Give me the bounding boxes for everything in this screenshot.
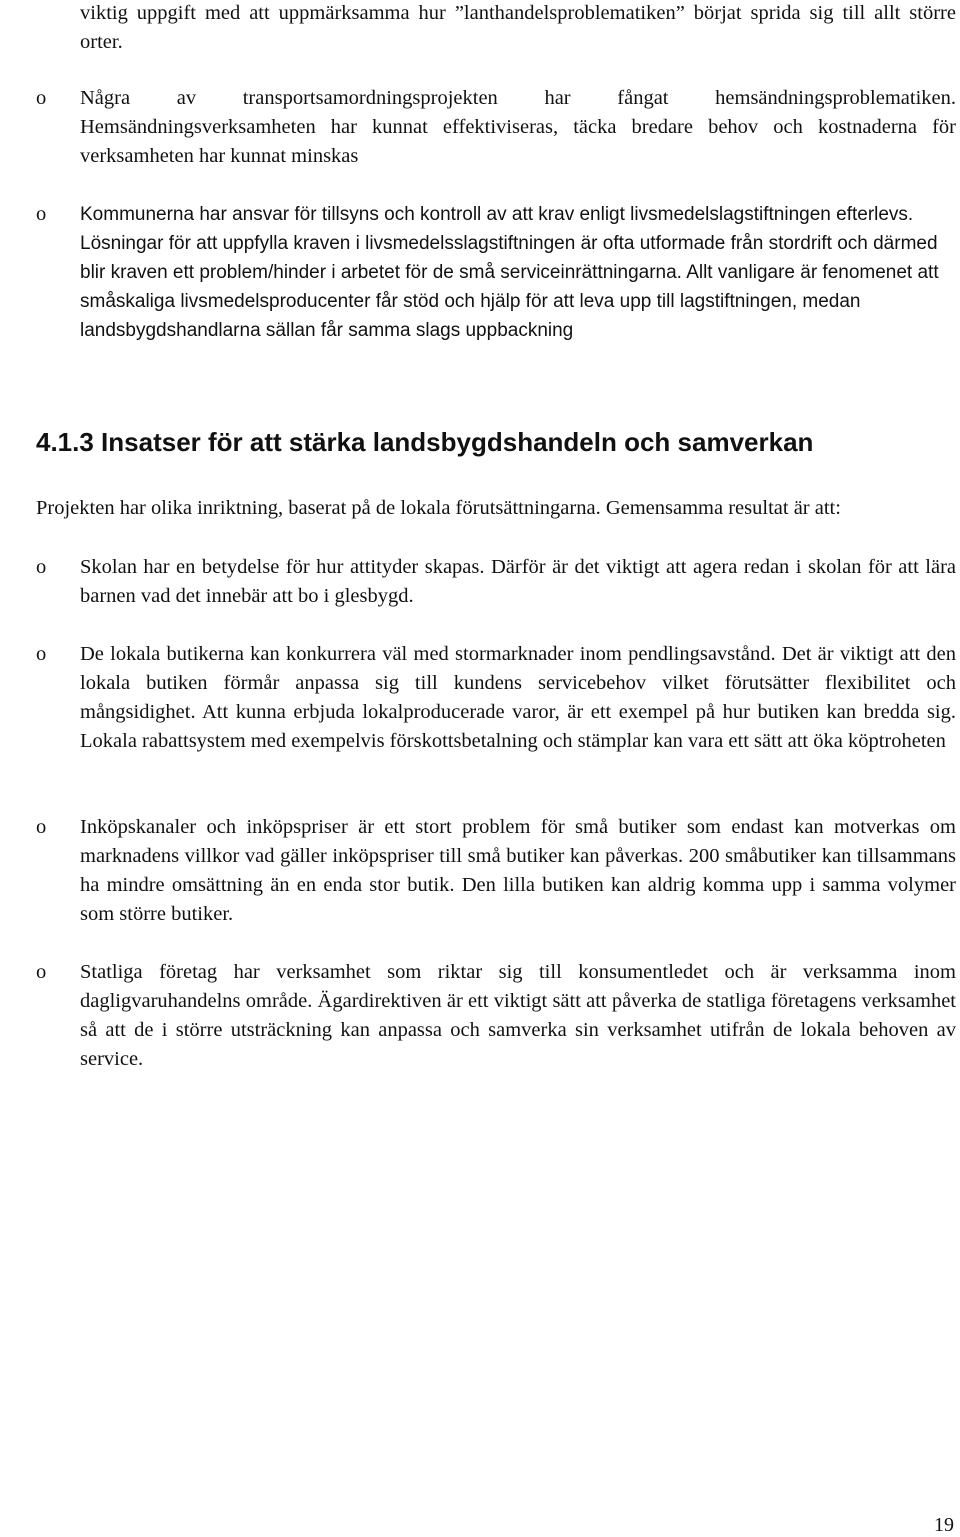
section-intro: Projekten har olika inriktning, baserat på de lokala förutsättningarna. Gemensamma resultat är att: bbox=[36, 497, 841, 519]
bullet-text bbox=[80, 200, 950, 345]
continuation-text: viktig uppgift med att uppmärksamma hur ”lanthandelsproblematiken” börjat sprida sig till allt större orter. bbox=[80, 2, 956, 53]
bullet-marker: o bbox=[36, 816, 47, 838]
section-heading: 4.1.3 Insatser för att stärka landsbygdshandeln och samverkan bbox=[36, 427, 814, 457]
bullet-text-sans: Kommunerna har ansvar för tillsyns och kontroll av att krav enligt livsmedelslagstiftningen efterlevs. bbox=[80, 204, 914, 225]
page-number: 19 bbox=[934, 1514, 954, 1536]
bullet-text-rest: Lösningar för att uppfylla kraven i livsmedelsslagstiftningen är ofta utformade från stordrift och därmed blir kraven ett problem/hinder i arbetet för de små serviceinrättningarna. Allt vanligare är fenomenet att småskaliga livsmedelsproducenter får stöd och hjälp för att leva upp till lagstiftningen, medan landsbygdshandlarna sällan får samma slags uppbackning bbox=[80, 233, 939, 341]
bullet-text: Inköpskanaler och inköpspriser är ett stort problem för små butiker som endast kan motverkas om marknadens villkor vad gäller inköpspriser till små butiker kan påverkas. 200 småbutiker kan tillsammans ha mindre omsättning än en enda stor butik. Den lilla butiken kan aldrig komma upp i samma volymer som större butiker. bbox=[80, 816, 956, 925]
bullet-marker: o bbox=[36, 203, 47, 225]
bullet-text: Statliga företag har verksamhet som riktar sig till konsumentledet och är verksamma inom dagligvaruhandelns område. Ägardirektiven är ett viktigt sätt att påverka de statliga företagens verksamhet så att de i större utsträckning kan anpassa och samverka sin verksamhet utifrån de lokala behoven av service. bbox=[80, 961, 956, 1070]
bullet-text: Skolan har en betydelse för hur attityder skapas. Därför är det viktigt att agera redan i skolan för att lära barnen vad det innebär att bo i glesbygd. bbox=[80, 556, 956, 607]
bullet-marker: o bbox=[36, 961, 47, 983]
bullet-marker: o bbox=[36, 643, 47, 665]
bullet-text: De lokala butikerna kan konkurrera väl med stormarknader inom pendlingsavstånd. Det är viktigt att den lokala butiken förmår anpassa sig till kundens servicebehov vilket förutsätter flexibilitet och mångsidighet. Att kunna erbjuda lokalproducerade varor, är ett exempel på hur butiken kan bredda sig. Lokala rabattsystem med exempelvis förskottsbetalning och stämplar kan vara ett sätt att öka köptroheten bbox=[80, 643, 956, 752]
bullet-text: Några av transportsamordningsprojekten har fångat hemsändningsproblematiken. Hemsändningsverksamheten har kunnat effektiviseras, täcka bredare behov och kostnaderna för verksamheten har kunnat minskas bbox=[80, 87, 956, 167]
bullet-marker: o bbox=[36, 87, 47, 109]
bullet-marker: o bbox=[36, 556, 47, 578]
